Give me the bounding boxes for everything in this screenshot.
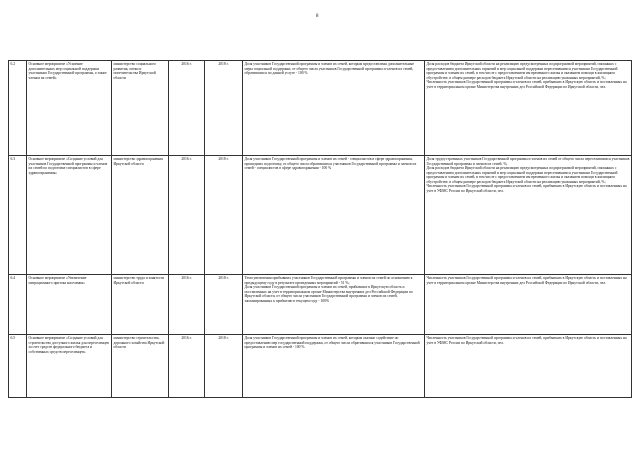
start-year: 2016 г. <box>169 335 205 398</box>
expected-result: Темп увеличения прибывших участников Государственной программы и членов их семей по отношению к предыдущему году в результате проведенных мероприятий - 51 %; Доля участников Государственной программы и членов их семей, прибывших в Иркутскую область и поставленных на учет в территориальном органе Министерства внутренних дел Российской Федерации по Иркутской области, от общего числа участников Государственной программы и членов их семей, запланированных к прибытию в текущем году - 100% <box>243 275 425 335</box>
row-number: 6.2 <box>9 61 27 156</box>
executor: министерство труда и занятости Иркутской области <box>112 275 169 335</box>
start-year: 2016 г. <box>169 61 205 156</box>
event-name: Основное мероприятие «Создание условий для строительства доступного жилья для переселенцев за счет средств федерального бюджета и собственных средств переселенцев» <box>27 335 112 398</box>
target-indicator: Доля расходов бюджета Иркутской области на реализацию предусмотренных подпрограммой мероприятий, связанных с предоставлением дополнительных гарантий и мер социальной поддержки переселившимся участникам Государственной программы и членам их семей, в том числе с предоставлением им временного жилья и оказанием помощи в жилищном обустройстве, в общем размере расходов бюджета Иркутской области на реализацию указанных мероприятий, %; Численность участников Государственной программы и членов их семей, прибывших в Иркутскую область и поставленных на учет в территориальном органе Министерства внутренних дел Российской Федерации по Иркутской области, чел. <box>425 61 632 156</box>
event-name: Основное мероприятие «Усиление дополнительных мер социальной поддержки участникам Государственной программы, а также членам их семей» <box>27 61 112 156</box>
start-year: 2016 г. <box>169 156 205 275</box>
expected-result: Доля участников Государственной программы и членов их семей, которым оказано содействие по предоставлению мер государственной поддержки, от общего числа обратившихся участников Государственной программы и членов их семей - 100 % <box>243 335 425 398</box>
end-year: 2018 г. <box>205 275 243 335</box>
row-number: 6.4 <box>9 275 27 335</box>
executor: министерство здравоохранения Иркутской области <box>112 156 169 275</box>
expected-result: Доля участников Государственной программы и членов их семей - специалистов в сфере здравоохранения, прошедших подготовку, от общего числа обратившихся участников Государственной программы и членов их семей - специалистов в сфере здравоохранения - 100 % <box>243 156 425 275</box>
end-year: 2018 г. <box>205 61 243 156</box>
target-indicator: Численность участников Государственной программы и членов их семей, прибывших в Иркутскую область и поставленных на учет в территориальном органе Министерства внутренних дел Российской Федерации по Иркутской области, чел. <box>425 275 632 335</box>
expected-result: Доля участников Государственной программы и членов их семей, которым предоставлены дополнительные меры социальной поддержки, от общего числа участников Государственной программы и членов их семей, обратившихся по данной услуге - 100 % <box>243 61 425 156</box>
row-number: 6.5 <box>9 335 27 398</box>
table-row <box>9 335 632 398</box>
event-name: Основное мероприятие «Создание условий для участников Государственной программы и членов их семей по подготовке специалистов в сфере здравоохранения» <box>27 156 112 275</box>
page-number: 8 <box>316 14 319 19</box>
table-row <box>9 61 632 156</box>
event-name: Основное мероприятие «Увеличение миграционного притока населения» <box>27 275 112 335</box>
executor: министерство строительства, дорожного хозяйства Иркутской области <box>112 335 169 398</box>
measures-table <box>8 60 632 398</box>
executor: министерство социального развития, опеки и попечительства Иркутской области <box>112 61 169 156</box>
table-row <box>9 275 632 335</box>
target-indicator: Доля трудоустроенных участников Государственной программы и членов их семей от общего числа переселившихся участников Государственной программы и членов их семей, %; Доля расходов бюджета Иркутской области на реализацию предусмотренных подпрограммой мероприятий, связанных с предоставлением дополнительных гарантий и мер социальной поддержки переселившимся участникам Государственной программы и членам их семей, в том числе с предоставлением им временного жилья и оказанием помощи в жилищном обустройстве, в общем размере расходов бюджета Иркутской области на реализацию указанных мероприятий, %; Численность участников Государственной программы и членов их семей, прибывших в Иркутскую область и поставленных на учет в УФМС России по Иркутской области, чел. <box>425 156 632 275</box>
end-year: 2018 г. <box>205 335 243 398</box>
target-indicator: Численность участников Государственной программы и членов их семей, прибывших в Иркутскую область и поставленных на учет в УФМС России по Иркутской области, чел. <box>425 335 632 398</box>
start-year: 2016 г. <box>169 275 205 335</box>
table-row <box>9 156 632 275</box>
end-year: 2018 г. <box>205 156 243 275</box>
row-number: 6.3 <box>9 156 27 275</box>
